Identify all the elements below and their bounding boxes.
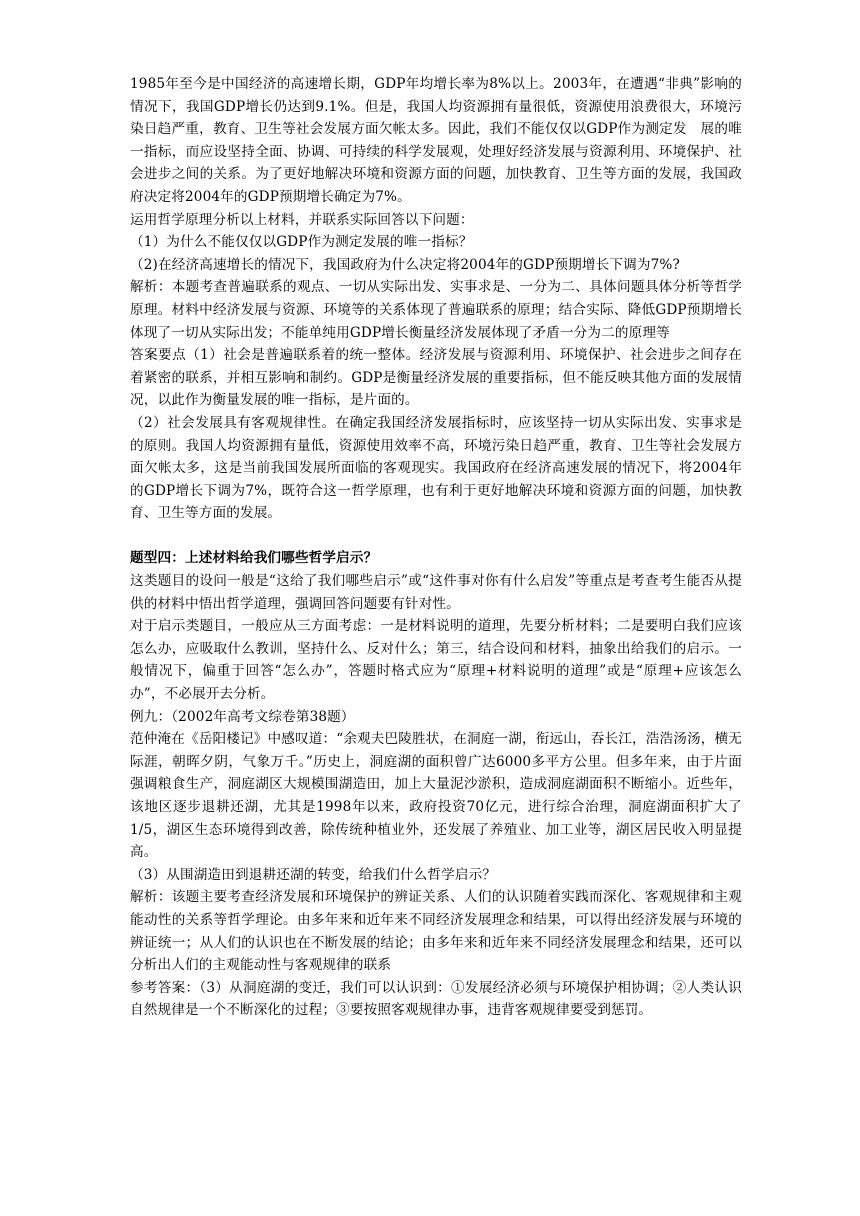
analysis-paragraph: 解析：本题考查普遍联系的观点、一切从实际出发、实事求是、一分为二、具体问题具体分析等哲学原理。材料中经济发展与资源、环境等的关系体现了普遍联系的原理；结合实际、降低GDP预期增长体现了一切从实际出发；不能单纯用GDP增长衡量经济发展体现了矛盾一分为二的原理等 — [130, 279, 742, 341]
question-2: （2)在经济高速增长的情况下，我国政府为什么决定将2004年的GDP预期增长下调为7%? — [130, 256, 680, 273]
method-paragraph: 对于启示类题目，一般应从三方面考虑：一是材料说明的道理，先要分析材料；二是要明白我们应该怎么办，应吸取什么教训，坚持什么、反对什么；第三，结合设问和材料，抽象出给我们的启示。一般情况下，偏重于回答“怎么办”，答题时格式应为“原理+材料说明的道理”或是“原理+应该怎么办”，不必展开去分析。 — [130, 618, 742, 703]
reference-answer: 参考答案：（3）从洞庭湖的变迁，我们可以认识到：①发展经济必须与环境保护相协调；②人类认识自然规律是一个不断深化的过程；③要按照客观规律办事，违背客观规律要受到惩罚。 — [130, 979, 742, 1019]
section-heading: 题型四：上述材料给我们哪些哲学启示？ — [130, 550, 378, 567]
paragraph-spacer — [130, 525, 742, 548]
example-material: 范仲淹在《岳阳楼记》中感叹道：“余观夫巴陵胜状，在洞庭一湖，衔远山，吞长江，浩浩汤汤，横无际涯，朝晖夕阴，气象万千。”历史上，洞庭湖的面积曾广达6000多平方公里。但多年来，由于片面强调粮食生产，洞庭湖区大规模围湖造田，加上大量泥沙淤积，造成洞庭湖面积不断缩小。近些年，该地区逐步退耕还湖，尤其是1998年以来，政府投资70亿元，进行综合治理，洞庭湖面积扩大了1/5，湖区生态环境得到改善，除传统种植业外，还发展了养殖业、加工业等，湖区居民收入明显提高。 — [130, 731, 742, 861]
analysis-paragraph-2: 解析：该题主要考查经济发展和环境保护的辨证关系、人们的认识随着实践而深化、客观规律和主观能动性的关系等哲学理论。由多年来和近年来不同经济发展理念和结果，可以得出经济发展与环境的辨证统一；从人们的认识也在不断发展的结论；由多年来和近年来不同经济发展理念和结果，还可以分析出人们的主观能动性与客观规律的联系 — [130, 889, 742, 974]
material-paragraph: 1985年至今是中国经济的高速增长期，GDP年均增长率为8%以上。2003年，在遭遇“非典”影响的情况下，我国GDP增长仍达到9.1%。但是，我国人均资源拥有量很低，资源使用浪费很大，环境污染日趋严重，教育、卫生等社会发展方面欠帐太多。因此，我们不能仅仅以GDP作为测定发 展的唯一指标，而应设坚持全面、协调、可持续的科学发展观，处理好经济发展与资源利用、环境保护、社会进步之间的关系。为了更好地解决环境和资源方面的问题，加快教育、卫生等方面的发展，我国政府决定将2004年的GDP预期增长确定为7%。 — [130, 76, 743, 205]
answer-point-1: 答案要点（1）社会是普遍联系着的统一整体。经济发展与资源利用、环境保护、社会进步之间存在着紧密的联系，并相互影响和制约。GDP是衡量经济发展的重要指标，但不能反映其他方面的发展情况，以此作为衡量发展的唯一指标，是片面的。 — [130, 347, 742, 409]
example-title: 例九：（2002年高考文综卷第38题） — [130, 708, 355, 725]
document-page — [130, 73, 742, 1022]
instruction-line: 运用哲学原理分析以上材料，并联系实际回答以下问题： — [130, 211, 474, 228]
question-1: （1）为什么不能仅仅以GDP作为测定发展的唯一指标？ — [130, 234, 473, 251]
question-3: （3）从围湖造田到退耕还湖的转变，给我们什么哲学启示？ — [130, 866, 497, 883]
intro-paragraph: 这类题目的设问一般是“这给了我们哪些启示”或“这件事对你有什么启发”等重点是考查考生能否从提供的材料中悟出哲学道理，强调回答问题要有针对性。 — [130, 573, 742, 612]
answer-point-2: （2）社会发展具有客观规律性。在确定我国经济发展指标时，应该坚持一切从实际出发、实事求是的原则。我国人均资源拥有量低，资源使用效率不高，环境污染日趋严重，教育、卫生等社会发展方面欠帐太多，这是当前我国发展所面临的客观现实。我国政府在经济高速发展的情况下，将2004年的GDP增长下调为7%，既符合这一哲学原理，也有利于更好地解决环境和资源方面的问题，加快教育、卫生等方面的发展。 — [130, 414, 742, 522]
